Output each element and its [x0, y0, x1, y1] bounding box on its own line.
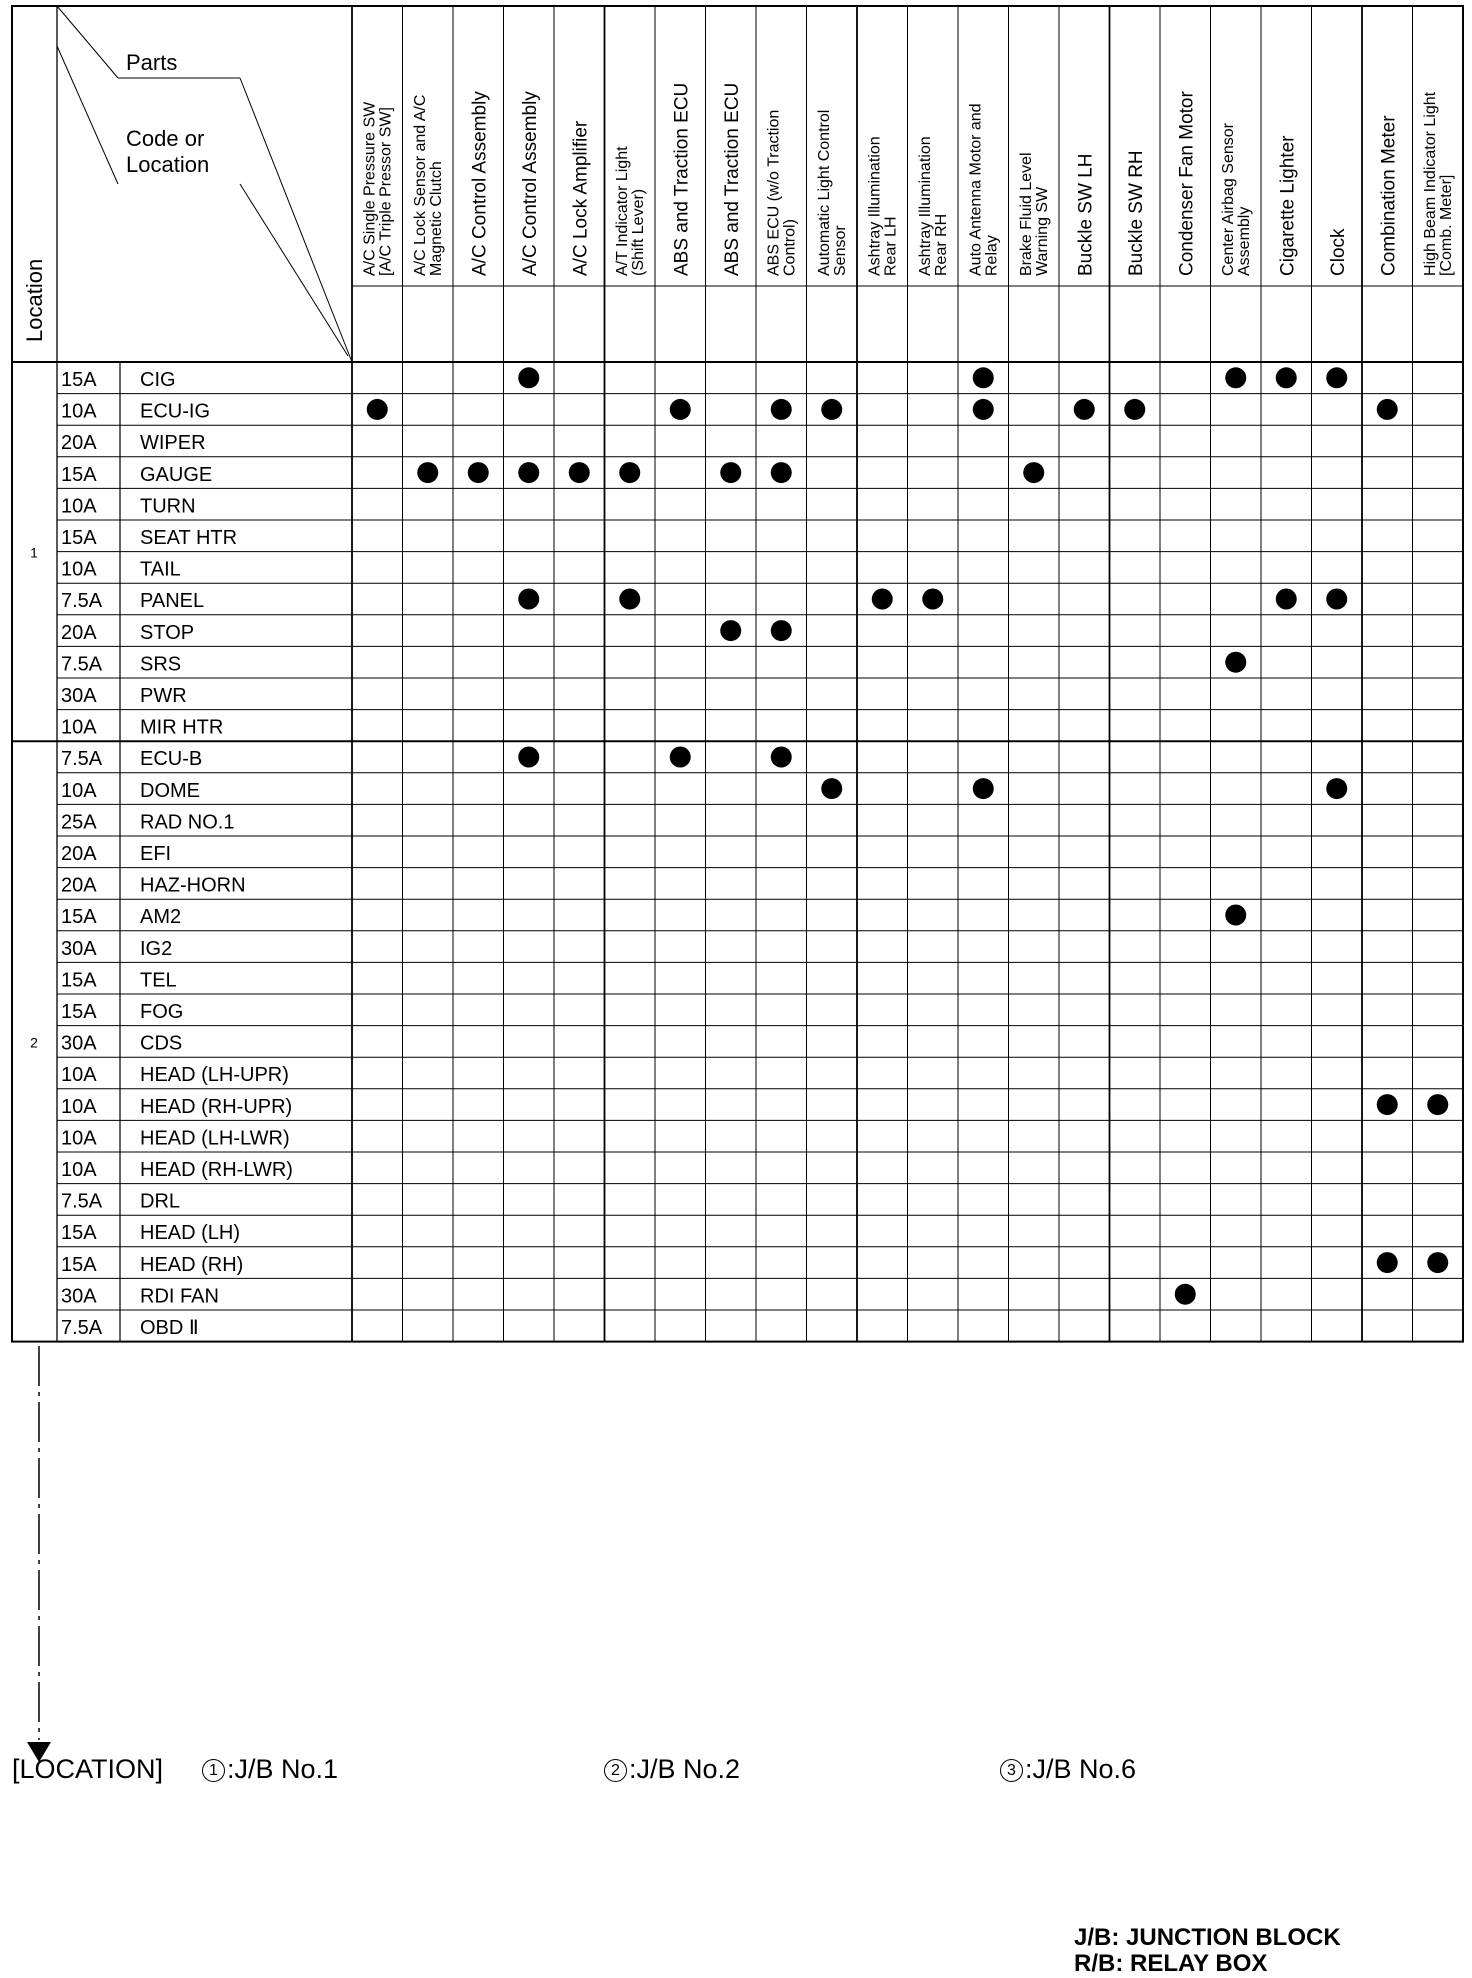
- column-header: Rear RH: [932, 213, 950, 276]
- fuse-name: AM2: [140, 906, 182, 929]
- fuse-amperage: 20A: [61, 843, 97, 865]
- connection-dot: [771, 399, 792, 420]
- diagonal-line: [240, 78, 352, 362]
- connection-dot: [973, 367, 994, 388]
- fuse-amperage: 10A: [61, 779, 97, 802]
- fuse-amperage: 15A: [61, 527, 97, 549]
- column-header: Assembly: [1235, 206, 1253, 276]
- code-label: Code or: [126, 126, 205, 151]
- column-header: Rear LH: [882, 216, 900, 276]
- connection-dot: [1326, 778, 1347, 799]
- fuse-amperage: 15A: [61, 906, 97, 929]
- fuse-name: CDS: [140, 1032, 183, 1055]
- connection-dot: [367, 399, 388, 420]
- connection-dot: [619, 462, 640, 483]
- connection-dot: [1175, 1284, 1196, 1305]
- fuse-amperage: 25A: [61, 811, 97, 834]
- location-label: Location: [126, 152, 210, 177]
- column-header: Control): [781, 219, 799, 276]
- connection-dot: [720, 462, 741, 483]
- connection-dot: [922, 589, 943, 610]
- fuse-name: DOME: [140, 779, 200, 802]
- legend-prefix: [LOCATION]: [12, 1754, 164, 1784]
- fuse-name: TURN: [140, 495, 196, 518]
- connection-dot: [1276, 589, 1297, 610]
- connection-dot: [670, 399, 691, 420]
- legend-number-2: 2: [604, 1759, 627, 1782]
- fuse-name: RDI FAN: [140, 1285, 219, 1308]
- connection-dot: [1023, 462, 1044, 483]
- connection-dot: [973, 399, 994, 420]
- fuse-amperage: 30A: [61, 1285, 97, 1308]
- column-header: Ashtray Illumination: [916, 136, 934, 276]
- column-header: A/T Indicator Light: [613, 146, 631, 276]
- connection-dot: [518, 462, 539, 483]
- column-header: A/C Lock Sensor and A/C: [411, 94, 429, 276]
- legend-text-2: :J/B No.2: [629, 1754, 741, 1784]
- connection-dot: [821, 778, 842, 799]
- connection-dot: [771, 747, 792, 768]
- connection-dot: [872, 589, 893, 610]
- fuse-name: PANEL: [140, 590, 205, 613]
- connection-dot: [821, 399, 842, 420]
- fuse-amperage: 15A: [61, 369, 97, 391]
- fuse-name: IG2: [140, 937, 173, 960]
- fuse-name: TAIL: [140, 558, 181, 581]
- connection-dot: [569, 462, 590, 483]
- column-header: A/C Control Assembly: [469, 91, 491, 276]
- connection-dot: [1427, 1252, 1448, 1273]
- diagonal-line: [240, 184, 348, 356]
- fuse-name: SEAT HTR: [140, 527, 238, 549]
- connection-dot: [670, 747, 691, 768]
- fuse-name: RAD NO.1: [140, 811, 235, 834]
- parts-label: Parts: [126, 50, 178, 75]
- fuse-amperage: 10A: [61, 716, 97, 739]
- location-number: 1: [30, 544, 38, 561]
- connection-dot: [1326, 589, 1347, 610]
- fuse-name: EFI: [140, 843, 172, 865]
- legend-item-3: [1000, 1754, 1136, 1785]
- column-header: Auto Antenna Motor and: [967, 103, 985, 276]
- connection-dot: [1377, 1094, 1398, 1115]
- fuse-name: HEAD (RH-LWR): [140, 1159, 293, 1181]
- fuse-amperage: 7.5A: [61, 590, 103, 613]
- fuse-amperage: 20A: [61, 432, 97, 455]
- connection-dot: [619, 589, 640, 610]
- fuse-amperage: 30A: [61, 685, 97, 707]
- connection-dot: [1225, 652, 1246, 673]
- column-header: Magnetic Clutch: [427, 161, 445, 276]
- column-header: Buckle SW RH: [1125, 150, 1147, 276]
- fuse-amperage: 15A: [61, 1253, 97, 1276]
- fuse-name: OBD Ⅱ: [140, 1317, 199, 1339]
- connection-dot: [518, 367, 539, 388]
- fuse-amperage: 15A: [61, 1001, 97, 1023]
- fuse-name: TEL: [140, 969, 177, 992]
- location-legend: [12, 1754, 163, 1785]
- connection-dot: [1377, 1252, 1398, 1273]
- fuse-name: DRL: [140, 1190, 181, 1213]
- fuse-amperage: 20A: [61, 621, 97, 644]
- fuse-name: HEAD (LH-LWR): [140, 1127, 290, 1150]
- fuse-amperage: 7.5A: [61, 748, 103, 771]
- legend-number-1: 1: [202, 1759, 225, 1782]
- fuse-amperage: 10A: [61, 1127, 97, 1150]
- fuse-amperage: 15A: [61, 969, 97, 992]
- column-header: Brake Fluid Level: [1017, 152, 1035, 276]
- connection-dot: [1124, 399, 1145, 420]
- column-header: Clock: [1327, 228, 1349, 276]
- column-header: Automatic Light Control: [815, 109, 833, 276]
- connection-dot: [1276, 367, 1297, 388]
- fuse-name: HEAD (RH): [140, 1253, 244, 1276]
- connection-dot: [973, 778, 994, 799]
- table-text: [22, 50, 1455, 1339]
- connection-dot: [518, 747, 539, 768]
- legend-item-2: [604, 1754, 740, 1785]
- fuse-name: HEAD (LH-UPR): [140, 1064, 289, 1087]
- legend-text-1: :J/B No.1: [227, 1754, 339, 1784]
- fuse-name: STOP: [140, 621, 195, 644]
- note-relay-box: R/B: RELAY BOX: [1074, 1950, 1268, 1977]
- column-header: Combination Meter: [1378, 115, 1400, 276]
- column-header: A/C Control Assembly: [519, 91, 541, 276]
- column-header: Sensor: [831, 225, 849, 276]
- connection-dot: [1377, 399, 1398, 420]
- connection-dot: [417, 462, 438, 483]
- fuse-name: SRS: [140, 653, 182, 676]
- column-header: ABS and Traction ECU: [721, 82, 743, 276]
- fuse-amperage: 20A: [61, 874, 97, 897]
- fuse-amperage: 10A: [61, 1064, 97, 1087]
- connection-dot: [720, 620, 741, 641]
- fuse-amperage: 15A: [61, 1222, 97, 1245]
- fuse-name: CIG: [140, 369, 176, 391]
- column-header: (Shift Lever): [629, 188, 647, 276]
- fuse-name: ECU-IG: [140, 400, 210, 423]
- fuse-amperage: 10A: [61, 558, 97, 581]
- connection-dot: [1225, 367, 1246, 388]
- legend-number-3: 3: [1000, 1759, 1023, 1782]
- column-header: A/C Lock Amplifier: [570, 120, 592, 276]
- location-number: 2: [30, 1034, 38, 1051]
- column-header: Cigarette Lighter: [1277, 135, 1299, 276]
- fuse-name: PWR: [140, 685, 187, 707]
- fuse-name: HEAD (LH): [140, 1222, 241, 1245]
- column-header: Warning SW: [1033, 186, 1051, 276]
- fuse-name: GAUGE: [140, 463, 213, 486]
- column-header: [Comb. Meter]: [1437, 174, 1455, 276]
- fuse-amperage: 10A: [61, 1095, 97, 1118]
- fuse-name: MIR HTR: [140, 716, 224, 739]
- location-header-label: Location: [22, 258, 47, 342]
- column-header: Center Airbag Sensor: [1219, 123, 1237, 276]
- fuse-amperage: 7.5A: [61, 653, 103, 676]
- column-header: Relay: [983, 235, 1001, 276]
- column-header: ABS and Traction ECU: [671, 82, 693, 276]
- fuse-amperage: 7.5A: [61, 1317, 103, 1339]
- fuse-amperage: 10A: [61, 400, 97, 423]
- connection-dot: [1225, 905, 1246, 926]
- fuse-name: HAZ-HORN: [140, 874, 246, 897]
- column-header: High Beam Indicator Light: [1421, 91, 1439, 276]
- fuse-amperage: 30A: [61, 1032, 97, 1055]
- fuse-name: HEAD (RH-UPR): [140, 1095, 293, 1118]
- connection-dot: [1326, 367, 1347, 388]
- connection-dot: [771, 620, 792, 641]
- fuse-amperage: 10A: [61, 495, 97, 518]
- fuse-amperage: 30A: [61, 937, 97, 960]
- fuse-name: ECU-B: [140, 748, 203, 771]
- fuse-name: FOG: [140, 1001, 184, 1023]
- column-header: Buckle SW LH: [1075, 153, 1097, 276]
- legend-text-3: :J/B No.6: [1025, 1754, 1137, 1784]
- fuse-name: WIPER: [140, 432, 206, 455]
- column-header: ABS ECU (w/o Traction: [765, 109, 783, 276]
- column-header: [A/C Triple Pressor SW]: [377, 107, 395, 276]
- column-header: Ashtray Illumination: [866, 136, 884, 276]
- connection-dot: [468, 462, 489, 483]
- legend-item-1: [202, 1754, 338, 1785]
- connection-dot: [771, 462, 792, 483]
- note-junction-block: J/B: JUNCTION BLOCK: [1074, 1924, 1341, 1951]
- fuse-amperage: 15A: [61, 463, 97, 486]
- column-header: A/C Single Pressure SW: [361, 101, 379, 276]
- connection-dot: [1427, 1094, 1448, 1115]
- column-header: Condenser Fan Motor: [1176, 91, 1198, 276]
- connection-dot: [518, 589, 539, 610]
- fuse-amperage: 10A: [61, 1159, 97, 1181]
- connection-dot: [1074, 399, 1095, 420]
- fuse-amperage: 7.5A: [61, 1190, 103, 1213]
